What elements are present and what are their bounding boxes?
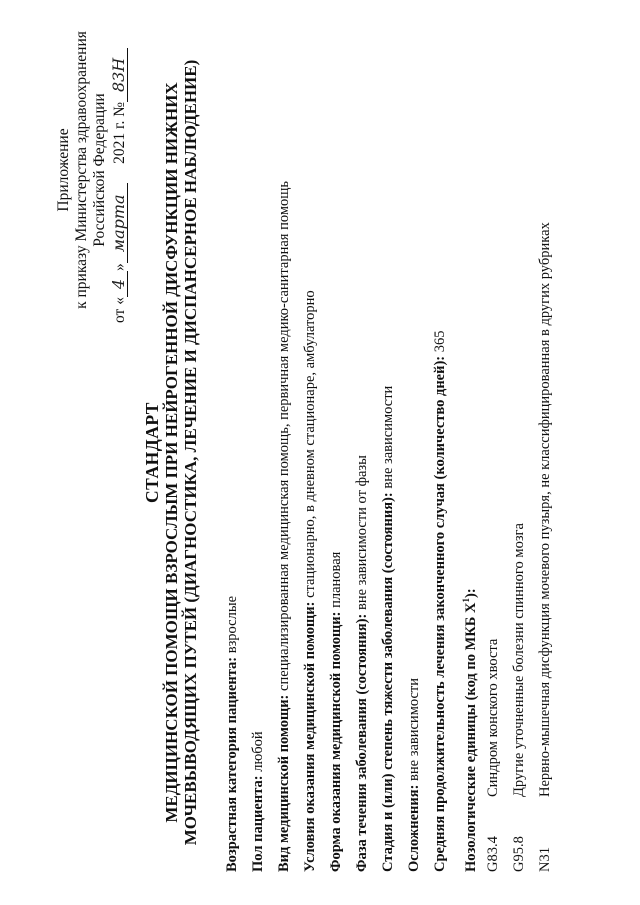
- date-day: 4: [111, 271, 128, 297]
- document-title: СТАНДАРТ: [142, 402, 162, 503]
- order-number: 83Н: [111, 48, 128, 102]
- field-age-category: Возрастная категория пациента: взрослые: [224, 595, 240, 872]
- date-month: марта: [111, 183, 128, 263]
- document-subtitle-line2: МОЧЕВЫВОДЯЩИХ ПУТЕЙ (ДИАГНОСТИКА, ЛЕЧЕНИЕ И ДИСПАНСЕРНОЕ НАБЛЮДЕНИЕ): [181, 59, 200, 846]
- field-care-form: Форма оказания медицинской помощи: плановая: [328, 551, 344, 872]
- field-complications: Осложнения: вне зависимости: [406, 677, 422, 872]
- nosology-heading: Нозологические единицы (код по МКБ $X^1$):: [461, 588, 479, 872]
- icd-code-g95-8: G95.8: [511, 836, 527, 872]
- icd-code-g83-4: G83.4: [485, 836, 501, 872]
- field-patient-sex: Пол пациента: любой: [250, 731, 266, 872]
- icd-code-n31: N31: [537, 847, 553, 872]
- footnote-marker: 1: [461, 598, 471, 603]
- federation-label: Российской Федерации: [91, 93, 108, 247]
- field-care-type: Вид медицинской помощи: специализированная медицинская помощь, первичная медико-санитарная помощь: [276, 180, 292, 872]
- order-reference: к приказу Министерства здравоохранения: [73, 31, 90, 309]
- date-mid: »: [111, 263, 128, 272]
- date-prefix: от «: [111, 297, 128, 323]
- document-subtitle-line1: МЕДИЦИНСКОЙ ПОМОЩИ ВЗРОСЛЫМ ПРИ НЕЙРОГЕННОЙ ДИСФУНКЦИИ НИЖНИХ: [162, 82, 181, 823]
- date-year: 2021 г. №: [111, 101, 128, 164]
- appendix-label: Приложение: [55, 128, 72, 212]
- order-date-line: [111, 48, 129, 323]
- field-care-conditions: Условия оказания медицинской помощи: стационарно, в дневном стационаре, амбулаторно: [302, 290, 318, 872]
- field-disease-phase: Фаза течения заболевания (состояния): вне зависимости от фазы: [354, 455, 370, 872]
- icd-name-n31: Нервно-мышечная дисфункция мочевого пузыря, не классифицированная в других рубриках: [537, 222, 553, 797]
- icd-name-g95-8: Другие уточненные болезни спинного мозга: [511, 523, 527, 797]
- field-treatment-duration: Средняя продолжительность лечения законченного случая (количество дней): 365: [432, 330, 448, 872]
- icd-name-g83-4: Синдром конского хвоста: [485, 638, 501, 797]
- field-disease-stage: Стадия и (или) степень тяжести заболевания (состояния): вне зависимости: [380, 385, 396, 872]
